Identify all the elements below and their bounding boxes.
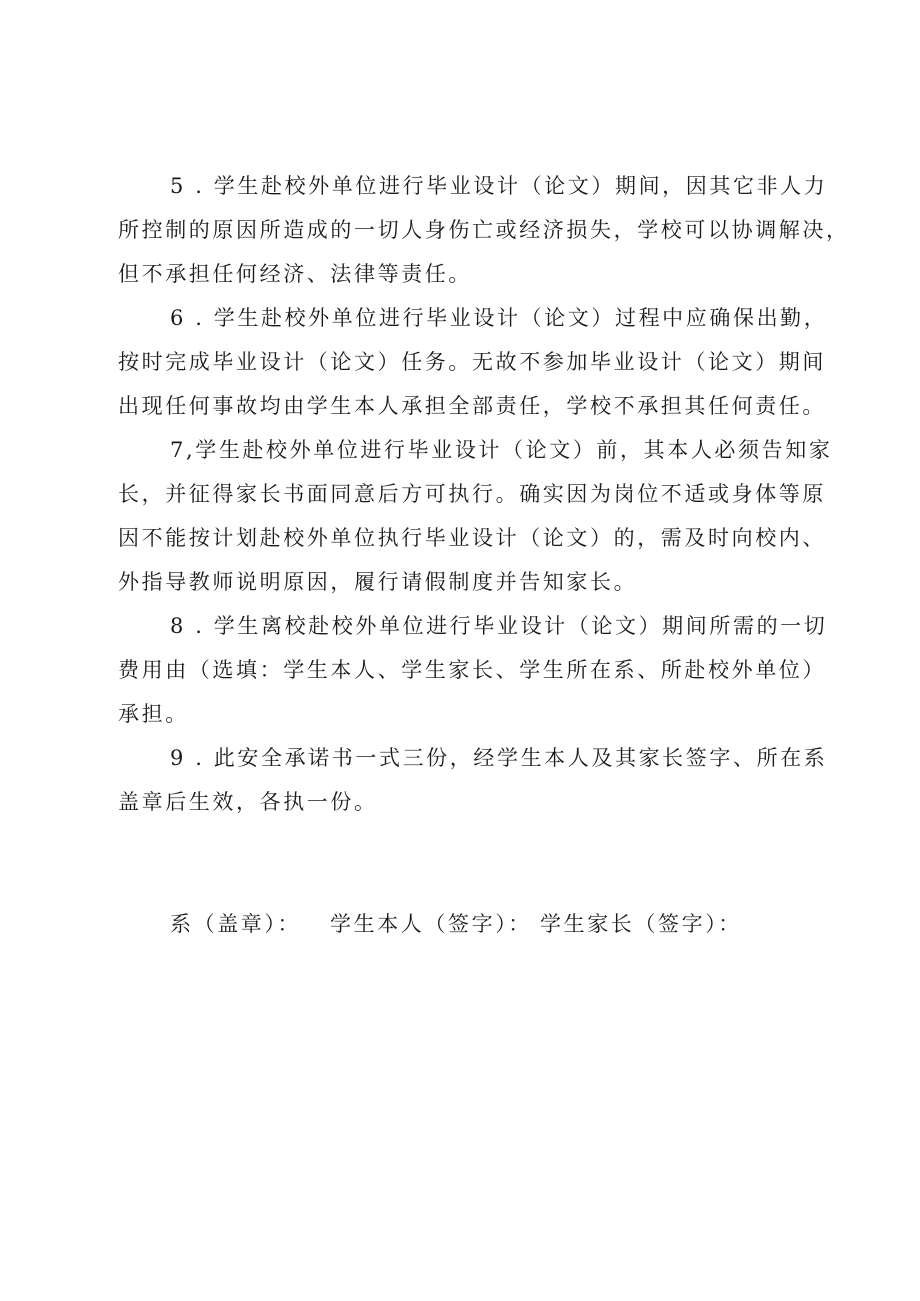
clause-6-line-2: 按时完成毕业设计（论文）任务。无故不参加毕业设计（论文）期间 — [118, 350, 826, 374]
clause-8-line-3: 承担。 — [118, 702, 189, 726]
clause-8 — [118, 604, 828, 736]
clause-7-line-3: 因不能按计划赴校外单位执行毕业设计（论文）的，需及时向校内、 — [118, 526, 826, 550]
clause-5 — [118, 164, 850, 296]
clause-7 — [118, 428, 833, 604]
clause-6-line-3: 出现任何事故均由学生本人承担全部责任，学校不承担其任何责任。 — [118, 394, 826, 418]
clause-9-line-1: 9 . 此安全承诺书一式三份，经学生本人及其家长签字、所在系 — [170, 746, 828, 770]
student-signature-label: 学生本人（签字）： — [330, 912, 532, 936]
clause-6 — [118, 296, 828, 428]
clause-8-line-1: 8 . 学生离校赴校外单位进行毕业设计（论文）期间所需的一切 — [170, 614, 828, 638]
clause-8-line-2: 费用由（选填：学生本人、学生家长、学生所在系、所赴校外单位） — [118, 658, 826, 682]
clause-5-line-3: 但不承担任何经济、法律等责任。 — [118, 262, 472, 286]
department-seal-label: 系（盖章）： — [170, 912, 302, 936]
clause-7-line-1: 7,学生赴校外单位进行毕业设计（论文）前，其本人必须告知家 — [170, 438, 833, 462]
clause-5-line-1: 5 . 学生赴校外单位进行毕业设计（论文）期间，因其它非人力 — [170, 174, 828, 198]
parent-signature-label: 学生家长（签字）： — [540, 912, 742, 936]
clause-9-line-2: 盖章后生效，各执一份。 — [118, 790, 378, 814]
clause-7-line-4: 外指导教师说明原因，履行请假制度并告知家长。 — [118, 570, 638, 594]
clause-7-line-2: 长，并征得家长书面同意后方可执行。确实因为岗位不适或身体等原 — [118, 482, 826, 506]
clause-5-line-2: 所控制的原因所造成的一切人身伤亡或经济损失，学校可以协调解决， — [118, 218, 850, 242]
clause-9 — [118, 736, 828, 824]
clause-6-line-1: 6 . 学生赴校外单位进行毕业设计（论文）过程中应确保出勤， — [170, 306, 828, 330]
